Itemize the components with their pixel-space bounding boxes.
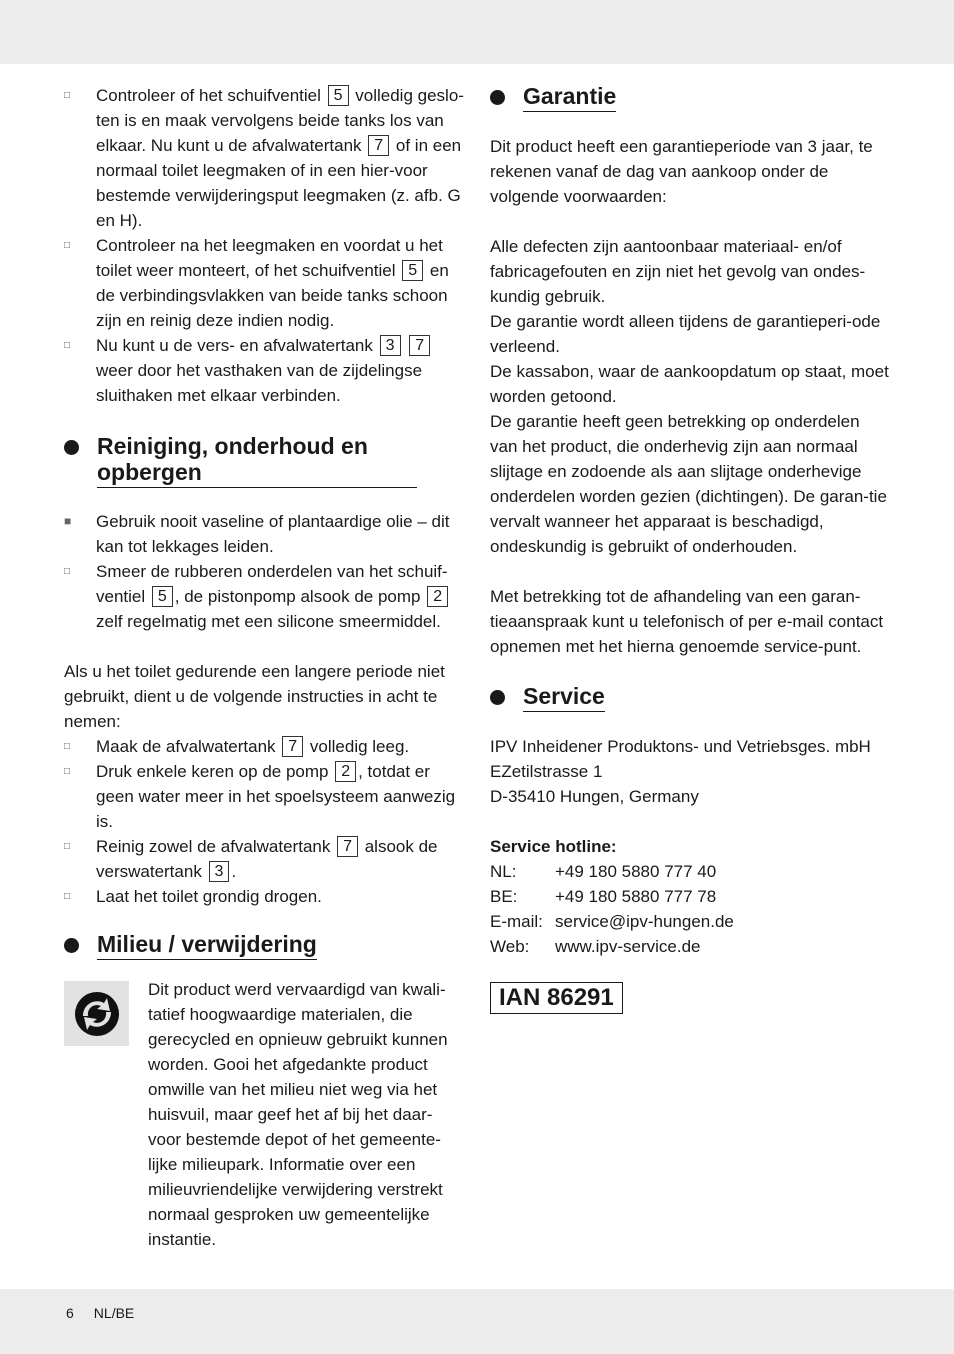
list-item: □ Druk enkele keren op de pomp 2 , totdat er geen water meer in het spoelsysteem aanwezig is. — [64, 759, 464, 834]
contact-list — [490, 859, 890, 959]
environment-text: Dit product werd vervaardigd van kwali-tatief hoogwaardige materialen, die gerecycled en opnieuw gebruikt kunnen worden. Gooi het afgedankte product omwille van het milieu niet weg via het huisvuil, maar geef het af bij het daar-voor bestemde depot of het gemeente-lijke milieupark. Informatie over een milieuvriendelijke verwijdering verstrekt normaal gesproken uw gemeentelijke instantie. — [148, 980, 448, 1249]
heading-service — [490, 683, 890, 712]
part-reference-number: 5 — [328, 85, 349, 106]
list-item: □ Maak de afvalwatertank 7 volledig leeg. — [64, 734, 464, 759]
part-reference-number: 7 — [409, 335, 430, 356]
warranty-intro: Dit product heeft een garantieperiode van 3 jaar, te rekenen vanaf de dag van aankoop onder de volgende voorwaarden: — [490, 137, 873, 206]
contact-label: Web: — [490, 937, 530, 956]
address-line: D-35410 Hungen, Germany — [490, 787, 699, 806]
contact-row — [490, 909, 890, 934]
square-bullet-icon: □ — [64, 340, 71, 351]
footer-band — [0, 1289, 954, 1354]
warranty-contact: Met betrekking tot de afhandeling van een garan-tieaanspraak kunt u telefonisch of per e-mail contact opnemen met het hierna genoemde service-punt. — [490, 587, 884, 656]
list-item: ■ Gebruik nooit vaseline of plantaardige olie – dit kan tot lekkages leiden. — [64, 509, 464, 559]
list-item: □ Laat het toilet grondig drogen. — [64, 884, 464, 909]
section-title: Garantie — [523, 83, 616, 112]
list-item: □ Controleer na het leegmaken en voordat u het toilet weer monteert, of het schuifventiel 5 en de verbindingsvlakken van beide tanks schoon zijn en reinig deze indien nodig. — [64, 233, 464, 333]
part-reference-number: 3 — [380, 335, 401, 356]
heading-environment — [64, 931, 464, 960]
heading-cleaning — [64, 433, 464, 488]
warranty-condition: De kassabon, waar de aankoopdatum op staat, moet worden getoond. — [490, 362, 889, 406]
contact-value: +49 180 5880 777 78 — [555, 887, 717, 906]
page-number: 6 — [66, 1305, 74, 1321]
warranty-condition: Alle defecten zijn aantoonbaar materiaal- en/of fabricagefouten en zijn niet het gevolg van ondes-kundig gebruik. — [490, 237, 866, 306]
footer — [66, 1303, 134, 1323]
hotline-label: Service hotline: — [490, 837, 617, 856]
green-dot-recycle-icon — [64, 981, 129, 1046]
list-item: □ Nu kunt u de vers- en afvalwatertank 3 7 weer door het vasthaken van de zijdelingse sluithaken met elkaar verbinden. — [64, 333, 464, 408]
contact-value: service@ipv-hungen.de — [555, 912, 734, 931]
contact-label: E-mail: — [490, 912, 543, 931]
list-item: □ Reinig zowel de afvalwatertank 7 alsook de verswatertank 3 . — [64, 834, 464, 884]
list-item: □ Controleer of het schuifventiel 5 volledig geslo-ten is en maak vervolgens beide tanks los van elkaar. Nu kunt u de afvalwatertank 7 of in een normaal toilet leegmaken of in een hier-voor bestemde verwijderingsput leegmaken (z. afb. G en H). — [64, 83, 464, 233]
part-reference-number: 5 — [152, 586, 173, 607]
square-bullet-icon: □ — [64, 90, 71, 101]
square-bullet-icon: □ — [64, 741, 71, 752]
filled-square-bullet-icon: ■ — [64, 514, 72, 528]
ian-number: IAN 86291 — [490, 982, 623, 1014]
storage-steps-list — [64, 734, 464, 909]
heading-bullet-icon — [490, 90, 505, 105]
part-reference-number: 2 — [427, 586, 448, 607]
part-reference-number: 7 — [368, 135, 389, 156]
square-bullet-icon: □ — [64, 841, 71, 852]
header-band — [0, 0, 954, 64]
square-bullet-icon: □ — [64, 891, 71, 902]
contact-label: BE: — [490, 887, 518, 906]
part-reference-number: 2 — [335, 761, 356, 782]
contact-label: NL: — [490, 862, 517, 881]
left-column — [64, 83, 464, 1252]
right-column — [490, 83, 890, 1014]
warranty-condition: De garantie wordt alleen tijdens de garantieperi-ode verleend. — [490, 312, 881, 356]
section-title: Service — [523, 683, 605, 712]
address-line: IPV Inheidener Produktons- und Vetriebsges. mbH — [490, 737, 871, 756]
contact-row — [490, 859, 890, 884]
heading-bullet-icon — [64, 938, 79, 953]
heading-bullet-icon — [64, 440, 79, 455]
warranty-conditions — [490, 234, 890, 559]
cleaning-steps-list — [64, 509, 464, 634]
contact-row — [490, 884, 890, 909]
heading-bullet-icon — [490, 690, 505, 705]
list-item: □ Smeer de rubberen onderdelen van het schuif-ventiel 5 , de pistonpomp alsook de pomp 2 zelf regelmatig met een silicone smeermiddel. — [64, 559, 464, 634]
address-line: EZetilstrasse 1 — [490, 762, 603, 781]
warranty-condition: De garantie heeft geen betrekking op onderdelen van het product, die onderhevig zijn aan normaal slijtage en zodoende als aan slijtage onderhevige onderdelen worden gezien (dichtingen). De garan-tie vervalt wanneer het apparaat is beschadigd, ondeskundig is gebruikt of onderhouden. — [490, 412, 887, 556]
square-bullet-icon: □ — [64, 766, 71, 777]
contact-value: +49 180 5880 777 40 — [555, 862, 717, 881]
part-reference-number: 5 — [402, 260, 423, 281]
part-reference-number: 3 — [209, 861, 230, 882]
square-bullet-icon: □ — [64, 566, 71, 577]
square-bullet-icon: □ — [64, 240, 71, 251]
language-code: NL/BE — [93, 1305, 135, 1321]
environment-block — [64, 977, 464, 1252]
service-address — [490, 734, 890, 809]
section-title: Reiniging, onderhoud en opbergen — [97, 433, 417, 488]
removal-steps-list — [64, 83, 464, 408]
storage-intro: Als u het toilet gedurende een langere periode niet gebruikt, dient u de volgende instructies in acht te nemen: — [64, 662, 445, 731]
heading-warranty — [490, 83, 890, 112]
part-reference-number: 7 — [337, 836, 358, 857]
contact-value: www.ipv-service.de — [555, 937, 701, 956]
part-reference-number: 7 — [282, 736, 303, 757]
section-title: Milieu / verwijdering — [97, 931, 317, 960]
contact-row — [490, 934, 890, 959]
